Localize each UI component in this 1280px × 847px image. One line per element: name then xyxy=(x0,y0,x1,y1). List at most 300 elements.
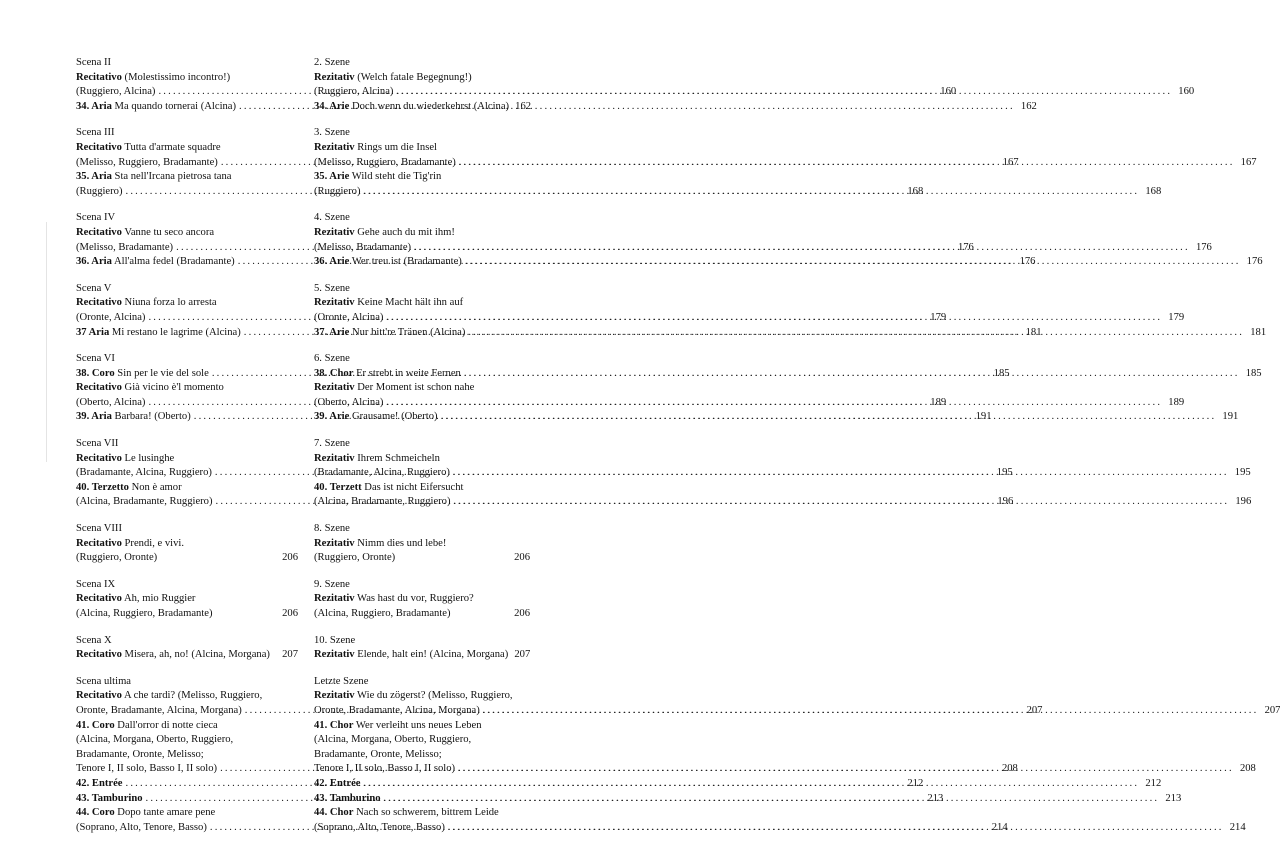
contents-entry xyxy=(76,156,1019,171)
entry-text xyxy=(76,311,145,326)
entry-text xyxy=(76,704,242,719)
entry-title: Ihrem Schmeicheln xyxy=(354,452,440,464)
entry-title: Keine Macht hält ihn auf xyxy=(354,297,464,309)
entry-number-label: Rezitativ xyxy=(314,452,355,464)
scene-heading xyxy=(76,578,298,593)
entry-title: Le lusinghe xyxy=(121,452,175,464)
contents-entry xyxy=(76,481,298,496)
entry-text xyxy=(314,185,360,200)
entry-text xyxy=(314,607,451,622)
contents-entry xyxy=(76,241,974,256)
entry-title: Dall'orror di notte cieca xyxy=(114,719,218,731)
page-number: 195 xyxy=(1234,467,1251,479)
scene-heading xyxy=(314,282,530,297)
entry-text xyxy=(314,748,442,763)
entry-title: Non è amor xyxy=(128,481,182,493)
entry-text xyxy=(314,226,455,241)
entry-number-label: 41. Coro xyxy=(76,719,115,731)
contents-entry xyxy=(76,170,298,185)
entry-number-label: 37. Arie xyxy=(314,326,350,338)
entry-title: Was hast du vor, Ruggiero? xyxy=(354,593,474,605)
entry-text xyxy=(76,226,214,241)
entry-text xyxy=(76,396,145,411)
entry-title: Tutta d'armate squadre xyxy=(121,141,221,153)
entry-title: All'alma fedel (Bradamante) xyxy=(111,256,235,268)
dot-leader xyxy=(459,156,1235,171)
entry-title: (Bradamante, Alcina, Ruggiero) xyxy=(314,467,450,479)
entry-text xyxy=(76,410,191,425)
entry-title: (Welch fatale Begegnung!) xyxy=(354,71,472,83)
entry-number-label: Recitativo xyxy=(76,690,122,702)
page-number: 176 xyxy=(957,241,974,253)
scene-heading xyxy=(314,437,530,452)
entry-number-label: 36. Aria xyxy=(76,256,112,268)
entry-text xyxy=(314,762,455,777)
entry-number-label: 39. Aria xyxy=(76,411,112,423)
page-number: 160 xyxy=(1178,86,1195,98)
page-number: 191 xyxy=(1222,411,1239,423)
page-number: 208 xyxy=(1239,763,1256,775)
contents-entry xyxy=(314,255,1263,270)
contents-entry xyxy=(314,100,530,115)
entry-text xyxy=(76,821,207,836)
entry-title: Tenore I, II solo, Basso I, II solo) xyxy=(76,763,218,775)
entry-number-label: Rezitativ xyxy=(314,649,355,661)
contents-entry xyxy=(314,452,530,467)
page-number: 168 xyxy=(907,185,924,197)
dot-leader xyxy=(363,185,1139,200)
entry-title: Oronte, Bradamante, Alcina, Morgana) xyxy=(76,704,242,716)
scene-heading xyxy=(314,126,530,141)
entry-title: (Ruggiero) xyxy=(76,185,123,197)
entry-title: (Oberto, Alcina) xyxy=(314,396,384,408)
entry-text xyxy=(314,367,461,382)
entry-title: Wie du zögerst? (Melisso, Ruggiero, xyxy=(354,690,513,702)
entry-text xyxy=(314,821,445,836)
page-number: 207 xyxy=(1026,704,1043,716)
dot-leader xyxy=(414,241,1190,256)
entry-text xyxy=(76,296,217,311)
page-number: 189 xyxy=(1168,396,1185,408)
dot-leader xyxy=(458,762,1234,777)
scene-heading xyxy=(314,352,530,367)
entry-text xyxy=(314,792,381,807)
dot-leader xyxy=(465,255,1241,270)
entry-title: Ah, mio Ruggier xyxy=(121,593,196,605)
entry-title: Wild steht die Tig'rin xyxy=(349,171,442,183)
contents-section xyxy=(314,437,1252,510)
page-number: 189 xyxy=(930,396,947,408)
dot-leader xyxy=(441,410,1217,425)
contents-entry xyxy=(314,481,530,496)
entry-title: Sta nell'Ircana pietrosa tana xyxy=(111,171,232,183)
entry-title: (Ruggiero, Alcina) xyxy=(76,86,156,98)
entry-text xyxy=(314,396,383,411)
scene-heading xyxy=(76,56,298,71)
contents-entry xyxy=(76,551,298,566)
scene-title: 7. Szene xyxy=(314,438,350,450)
page-number: 207 xyxy=(282,649,298,661)
contents-entry xyxy=(314,396,1185,411)
entry-title: Wer treu ist (Bradamante) xyxy=(349,256,462,268)
entry-text xyxy=(314,466,450,481)
page-number: 195 xyxy=(996,467,1013,479)
page-number: 162 xyxy=(515,100,532,112)
entry-text xyxy=(76,689,262,704)
entry-text xyxy=(76,607,213,622)
entry-text xyxy=(76,481,182,496)
entry-text xyxy=(76,156,218,171)
contents-entry xyxy=(76,806,298,821)
entry-number-label: Rezitativ xyxy=(314,382,355,394)
entry-text xyxy=(314,689,513,704)
dot-leader xyxy=(464,367,1240,382)
entry-text xyxy=(76,806,215,821)
entry-title: (Ruggiero, Oronte) xyxy=(76,552,158,564)
entry-title: (Melisso, Ruggiero, Bradamante) xyxy=(76,156,218,168)
entry-title: (Ruggiero, Oronte) xyxy=(314,552,396,564)
contents-section xyxy=(314,352,1262,425)
entry-text xyxy=(314,100,509,115)
entry-text xyxy=(76,367,209,382)
entry-title: (Alcina, Morgana, Oberto, Ruggiero, xyxy=(314,734,472,746)
entry-text xyxy=(76,381,224,396)
contents-entry xyxy=(76,381,298,396)
page-edge-mark xyxy=(46,222,47,462)
scene-heading xyxy=(314,578,530,593)
entry-number-label: Rezitativ xyxy=(314,141,355,153)
contents-entry xyxy=(314,367,1262,382)
entry-text xyxy=(314,381,474,396)
contents-entry xyxy=(76,466,1013,481)
contents-entry xyxy=(76,762,1018,777)
entry-text xyxy=(314,85,393,100)
entry-text xyxy=(76,255,235,270)
entry-text xyxy=(314,71,472,86)
contents-entry xyxy=(314,704,1280,719)
entry-title: (Molestissimo incontro!) xyxy=(121,71,231,83)
contents-entry xyxy=(76,537,298,552)
page-number: 206 xyxy=(514,608,530,619)
entry-title: Dopo tante amare pene xyxy=(114,807,216,819)
scene-heading xyxy=(314,634,530,649)
entry-text xyxy=(314,141,437,156)
contents-entry xyxy=(314,821,1246,836)
contents-entry xyxy=(314,762,1256,777)
entry-title: Già vicino è'l momento xyxy=(121,382,224,394)
dot-leader xyxy=(454,495,1230,510)
contents-entry xyxy=(314,241,1212,256)
entry-title: (Soprano, Alto, Tenore, Basso) xyxy=(314,821,445,833)
entry-number-label: 40. Terzetto xyxy=(76,481,129,493)
contents-entry xyxy=(314,410,1239,425)
entry-number-label: Recitativo xyxy=(76,226,122,238)
entry-text xyxy=(314,156,456,171)
entry-title: (Melisso, Ruggiero, Bradamante) xyxy=(314,156,456,168)
contents-entry xyxy=(76,495,1014,510)
entry-number-label: 38. Coro xyxy=(76,367,115,379)
entry-title: Bradamante, Oronte, Melisso; xyxy=(314,748,442,760)
entry-title: Tenore I, II solo, Basso I, II solo) xyxy=(314,763,456,775)
entry-number-label: 42. Entrée xyxy=(76,777,123,789)
scene-heading xyxy=(76,126,298,141)
page-number: 214 xyxy=(1229,821,1246,833)
entry-text xyxy=(314,495,451,510)
dot-leader xyxy=(386,396,1162,411)
scene-heading xyxy=(76,675,298,690)
entry-title: Wer verleiht uns neues Leben xyxy=(353,719,482,731)
entry-text xyxy=(314,719,482,734)
entry-number-label: 37 Aria xyxy=(76,326,110,338)
contents-entry xyxy=(314,537,530,552)
contents-entry xyxy=(314,170,530,185)
scene-heading xyxy=(76,522,298,537)
scene-heading xyxy=(76,282,298,297)
page-number: 185 xyxy=(993,367,1010,379)
entry-number-label: 40. Terzett xyxy=(314,481,362,493)
entry-number-label: Recitativo xyxy=(76,297,122,309)
contents-section xyxy=(314,522,530,566)
entry-text xyxy=(76,537,184,552)
contents-entry xyxy=(314,381,530,396)
contents-entry xyxy=(76,592,298,607)
entry-number-label: 42. Entrée xyxy=(314,777,361,789)
scene-title: 8. Szene xyxy=(314,523,350,535)
entry-text xyxy=(314,806,499,821)
entry-text xyxy=(76,495,213,510)
scene-title: 2. Szene xyxy=(314,57,350,68)
entry-number-label: Rezitativ xyxy=(314,297,355,309)
page-number: 196 xyxy=(1235,496,1252,508)
entry-text xyxy=(314,170,441,185)
entry-text xyxy=(314,777,360,792)
contents-section xyxy=(314,56,1195,114)
scene-heading xyxy=(76,352,298,367)
contents-entry xyxy=(76,733,298,748)
entry-title: (Melisso, Bradamante) xyxy=(76,241,174,253)
entry-title: (Oberto, Alcina) xyxy=(76,396,146,408)
contents-entry xyxy=(314,748,530,763)
entry-title: Nimm dies und lebe! xyxy=(354,537,447,549)
entry-title: Elende, halt ein! (Alcina, Morgana) xyxy=(354,649,509,661)
entry-title: (Alcina, Bradamante, Ruggiero) xyxy=(76,496,213,508)
page-number: 206 xyxy=(514,552,530,564)
contents-entry xyxy=(314,226,530,241)
entry-text xyxy=(76,85,155,100)
dot-leader xyxy=(468,326,1244,341)
contents-entry xyxy=(314,777,1162,792)
entry-title: Oronte, Bradamante, Alcina, Morgana) xyxy=(314,704,480,716)
contents-entry xyxy=(76,792,944,807)
entry-text xyxy=(314,537,446,552)
scene-title: Scena VIII xyxy=(76,523,122,535)
entry-number-label: Recitativo xyxy=(76,141,122,153)
entry-number-label: 34. Arie xyxy=(314,100,350,112)
entry-text xyxy=(76,733,233,748)
page-number: 212 xyxy=(907,777,924,789)
page-number: 162 xyxy=(1020,100,1037,112)
scene-title: 4. Szene xyxy=(314,212,350,224)
page-number: 206 xyxy=(282,608,298,619)
scene-title: Scena V xyxy=(76,282,112,294)
entry-text xyxy=(314,592,474,607)
contents-entry xyxy=(314,592,530,607)
entry-text xyxy=(76,452,174,467)
entry-title: Doch wenn du wiederkehrst (Alcina) xyxy=(349,100,510,112)
contents-section xyxy=(314,282,1267,340)
entry-number-label: Recitativo xyxy=(76,382,122,394)
contents-section xyxy=(314,578,530,622)
page-number: 167 xyxy=(1002,156,1019,168)
contents-entry xyxy=(314,792,1182,807)
scene-title: 3. Szene xyxy=(314,127,350,139)
entry-text xyxy=(76,748,204,763)
entry-text xyxy=(76,100,236,115)
contents-entry xyxy=(76,141,298,156)
contents-section xyxy=(314,634,530,663)
contents-entry xyxy=(76,311,947,326)
entry-text xyxy=(314,326,465,341)
entry-number-label: Rezitativ xyxy=(314,690,355,702)
scene-heading xyxy=(76,211,298,226)
contents-entry xyxy=(314,466,1251,481)
page-number: 168 xyxy=(1145,185,1162,197)
entry-number-label: Recitativo xyxy=(76,649,122,661)
contents-entry xyxy=(76,821,1008,836)
page-number: 176 xyxy=(1246,256,1263,268)
entry-text xyxy=(314,733,471,748)
entry-number-label: 39. Arie xyxy=(314,411,350,423)
page-number: 179 xyxy=(930,311,947,323)
entry-text xyxy=(314,648,508,663)
page-number: 185 xyxy=(1245,367,1262,379)
entry-text xyxy=(76,141,221,156)
entry-text xyxy=(314,481,463,496)
scene-heading xyxy=(76,634,298,649)
contents-section xyxy=(314,211,1263,269)
entry-title: Der Moment ist schon nahe xyxy=(354,382,475,394)
scene-heading xyxy=(314,522,530,537)
scene-title: Scena III xyxy=(76,127,115,139)
entry-title: Misera, ah, no! (Alcina, Morgana) xyxy=(121,649,270,661)
contents-section xyxy=(76,522,298,566)
entry-title: A che tardi? (Melisso, Ruggiero, xyxy=(121,690,263,702)
contents-entry xyxy=(314,719,530,734)
entry-text xyxy=(76,185,122,200)
dot-leader xyxy=(453,466,1229,481)
scene-title: 10. Szene xyxy=(314,634,356,646)
entry-number-label: 44. Chor xyxy=(314,807,354,819)
contents-entry xyxy=(314,733,530,748)
dot-leader xyxy=(384,792,1160,807)
entry-text xyxy=(314,410,438,425)
entry-title: Er strebt in weite Fernen xyxy=(353,367,461,379)
entry-text xyxy=(76,792,143,807)
entry-title: Nach so schwerem, bittrem Leide xyxy=(353,807,499,819)
page-number: 207 xyxy=(514,649,531,661)
entry-title: Niuna forza lo arresta xyxy=(121,297,217,309)
entry-text xyxy=(76,762,217,777)
entry-text xyxy=(76,648,270,663)
entry-text xyxy=(76,241,173,256)
scene-title: 5. Szene xyxy=(314,282,350,294)
contents-section xyxy=(314,126,1257,199)
dot-leader xyxy=(363,777,1139,792)
contents-entry xyxy=(76,777,924,792)
contents-entry xyxy=(76,748,298,763)
contents-entry xyxy=(314,311,1185,326)
entry-title: (Alcina, Morgana, Oberto, Ruggiero, xyxy=(76,734,234,746)
contents-entry xyxy=(76,85,957,100)
entry-title: Das ist nicht Eifersucht xyxy=(361,481,464,493)
entry-text xyxy=(76,777,122,792)
scene-title: Scena VI xyxy=(76,353,115,365)
entry-number-label: 44. Coro xyxy=(76,807,115,819)
entry-title: (Bradamante, Alcina, Ruggiero) xyxy=(76,467,212,479)
entry-number-label: 36. Arie xyxy=(314,256,350,268)
entry-text xyxy=(314,296,463,311)
entry-title: (Oronte, Alcina) xyxy=(314,311,384,323)
entry-title: Sin per le vie del sole xyxy=(114,367,209,379)
entry-number-label: 35. Arie xyxy=(314,171,350,183)
entry-number-label: Rezitativ xyxy=(314,593,355,605)
page-number: 206 xyxy=(282,552,298,564)
entry-number-label: 38. Chor xyxy=(314,367,354,379)
contents-entry xyxy=(76,71,298,86)
entry-title: (Alcina, Ruggiero, Bradamante) xyxy=(314,608,451,619)
entry-text xyxy=(76,592,195,607)
entry-number-label: Rezitativ xyxy=(314,226,355,238)
entry-text xyxy=(314,452,440,467)
entry-title: Mi restano le lagrime (Alcina) xyxy=(109,326,241,338)
dot-leader xyxy=(483,704,1259,719)
contents-entry xyxy=(314,495,1252,510)
contents-entry xyxy=(76,607,298,622)
entry-title: Bradamante, Oronte, Melisso; xyxy=(76,748,204,760)
contents-section xyxy=(76,578,298,622)
page-number: 176 xyxy=(1019,256,1036,268)
entry-title: (Ruggiero) xyxy=(314,185,361,197)
scene-heading xyxy=(76,437,298,452)
entry-text xyxy=(314,704,480,719)
page-number: 176 xyxy=(1195,241,1212,253)
contents-section xyxy=(314,675,1280,836)
entry-title: Vanne tu seco ancora xyxy=(121,226,215,238)
scene-title: 6. Szene xyxy=(314,353,350,365)
entry-text xyxy=(76,170,231,185)
page-number: 213 xyxy=(927,792,944,804)
page-number: 214 xyxy=(991,821,1008,833)
contents-entry xyxy=(76,704,1043,719)
entry-number-label: 41. Chor xyxy=(314,719,354,731)
contents-entry xyxy=(76,689,298,704)
contents-entry xyxy=(314,156,1257,171)
page-number: 208 xyxy=(1001,763,1018,775)
entry-text xyxy=(76,719,218,734)
page-number: 212 xyxy=(1145,777,1162,789)
page-number: 207 xyxy=(1264,704,1280,716)
contents-entry xyxy=(76,396,947,411)
contents-entry xyxy=(314,141,530,156)
entry-text xyxy=(314,551,395,566)
scene-title: Letzte Szene xyxy=(314,675,369,687)
contents-entry xyxy=(76,452,298,467)
page-number: 181 xyxy=(1250,326,1267,338)
contents-entry xyxy=(314,806,530,821)
scene-title: 9. Szene xyxy=(314,578,350,590)
entry-number-label: Recitativo xyxy=(76,537,122,549)
entry-number-label: Recitativo xyxy=(76,593,122,605)
